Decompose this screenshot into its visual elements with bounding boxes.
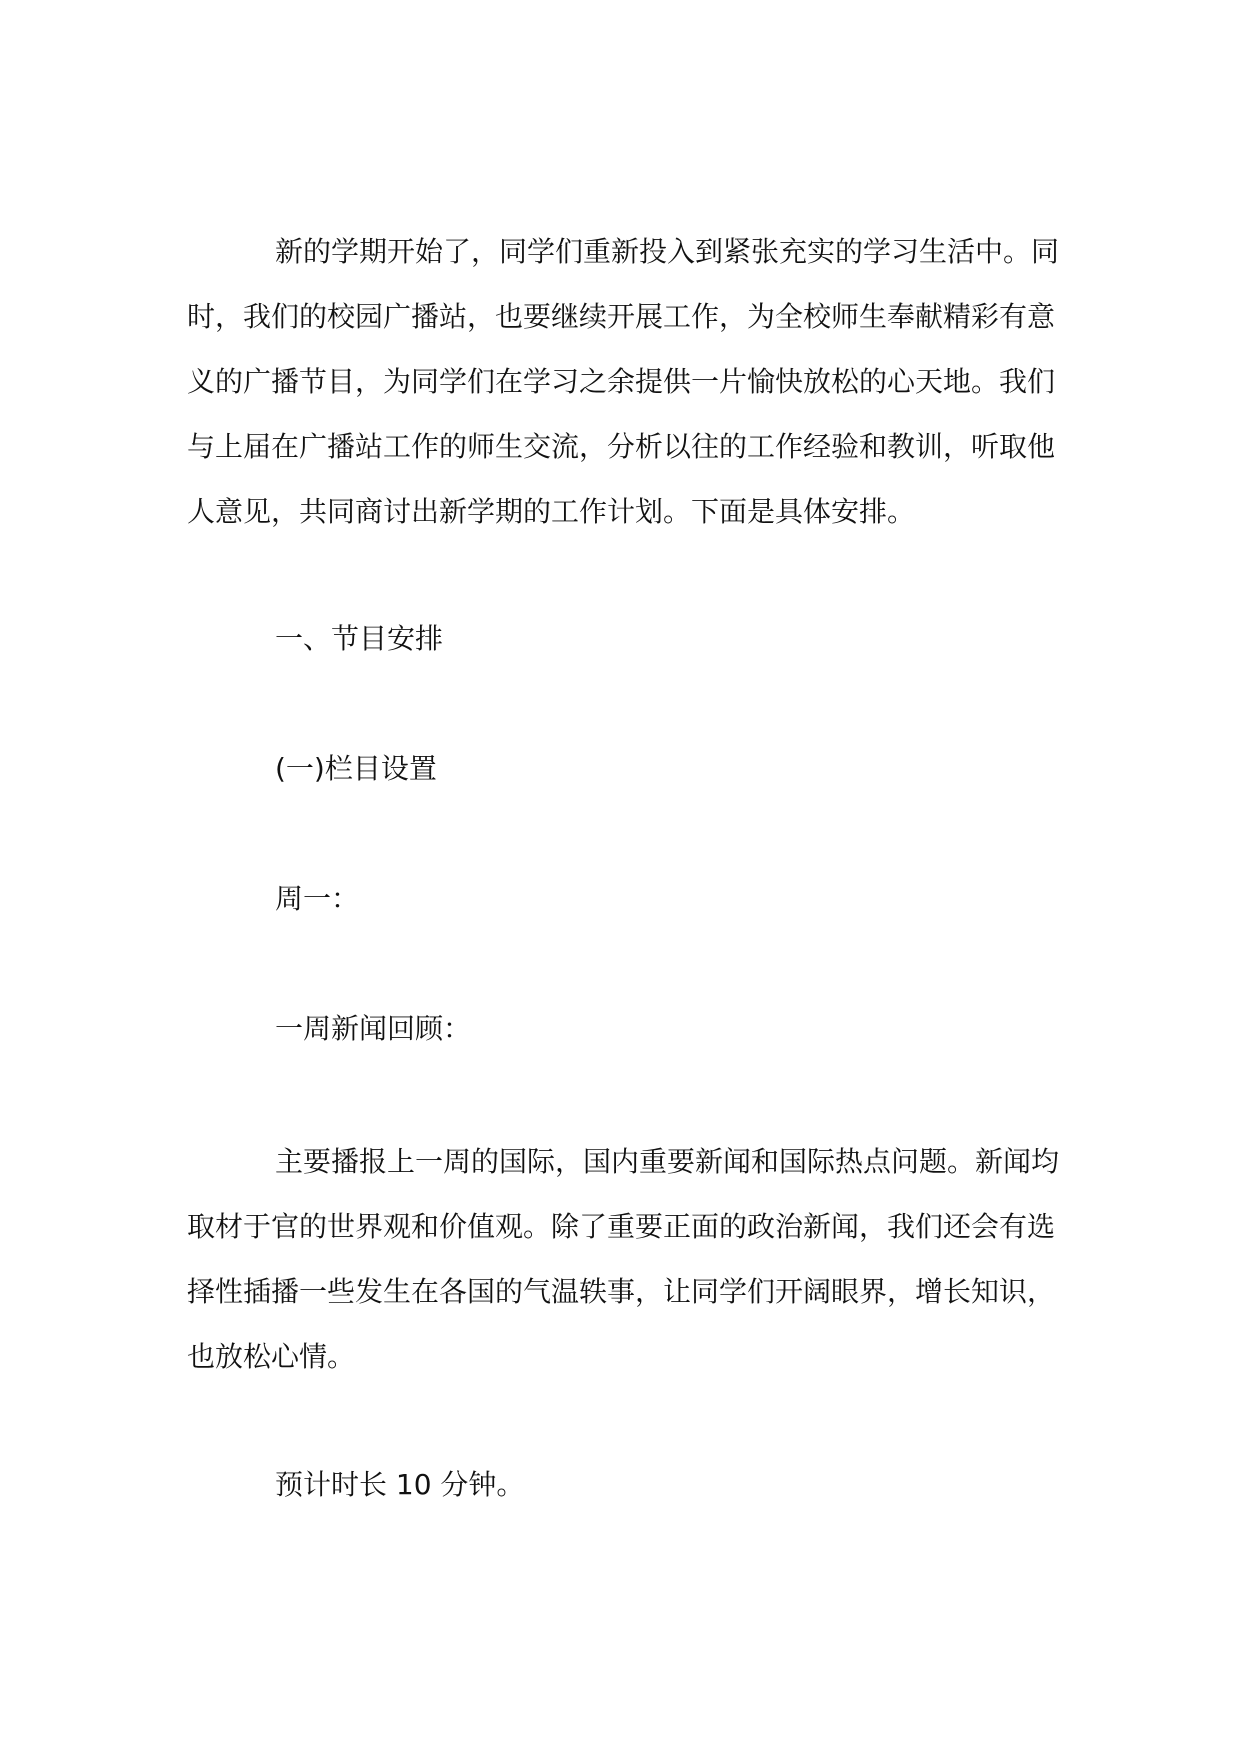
day-label: 周一： bbox=[275, 882, 360, 915]
intro-paragraph: 新的学期开始了，同学们重新投入到紧张充实的学习生活中。同时，我们的校园广播站，也要继续开展工作，为全校师生奉献精彩有意义的广播节目，为同学们在学习之余提供一片愉快放松的心天地。我们与上届在广播站工作的师生交流，分析以往的工作经验和教训，听取他人意见，共同商讨出新学期的工作计划。下面是具体安排。 bbox=[187, 235, 1060, 528]
duration-note: 预计时长 10 分钟。 bbox=[275, 1468, 525, 1501]
section-title: 一、节目安排 bbox=[275, 622, 444, 655]
subsection-title: (一)栏目设置 bbox=[275, 752, 437, 785]
program-title: 一周新闻回顾： bbox=[275, 1012, 472, 1045]
program-description-paragraph: 主要播报上一周的国际，国内重要新闻和国际热点问题。新闻均取材于官的世界观和价值观。除了重要正面的政治新闻，我们还会有选择性插播一些发生在各国的气温轶事，让同学们开阔眼界，增长知识，也放松心情。 bbox=[187, 1145, 1060, 1373]
